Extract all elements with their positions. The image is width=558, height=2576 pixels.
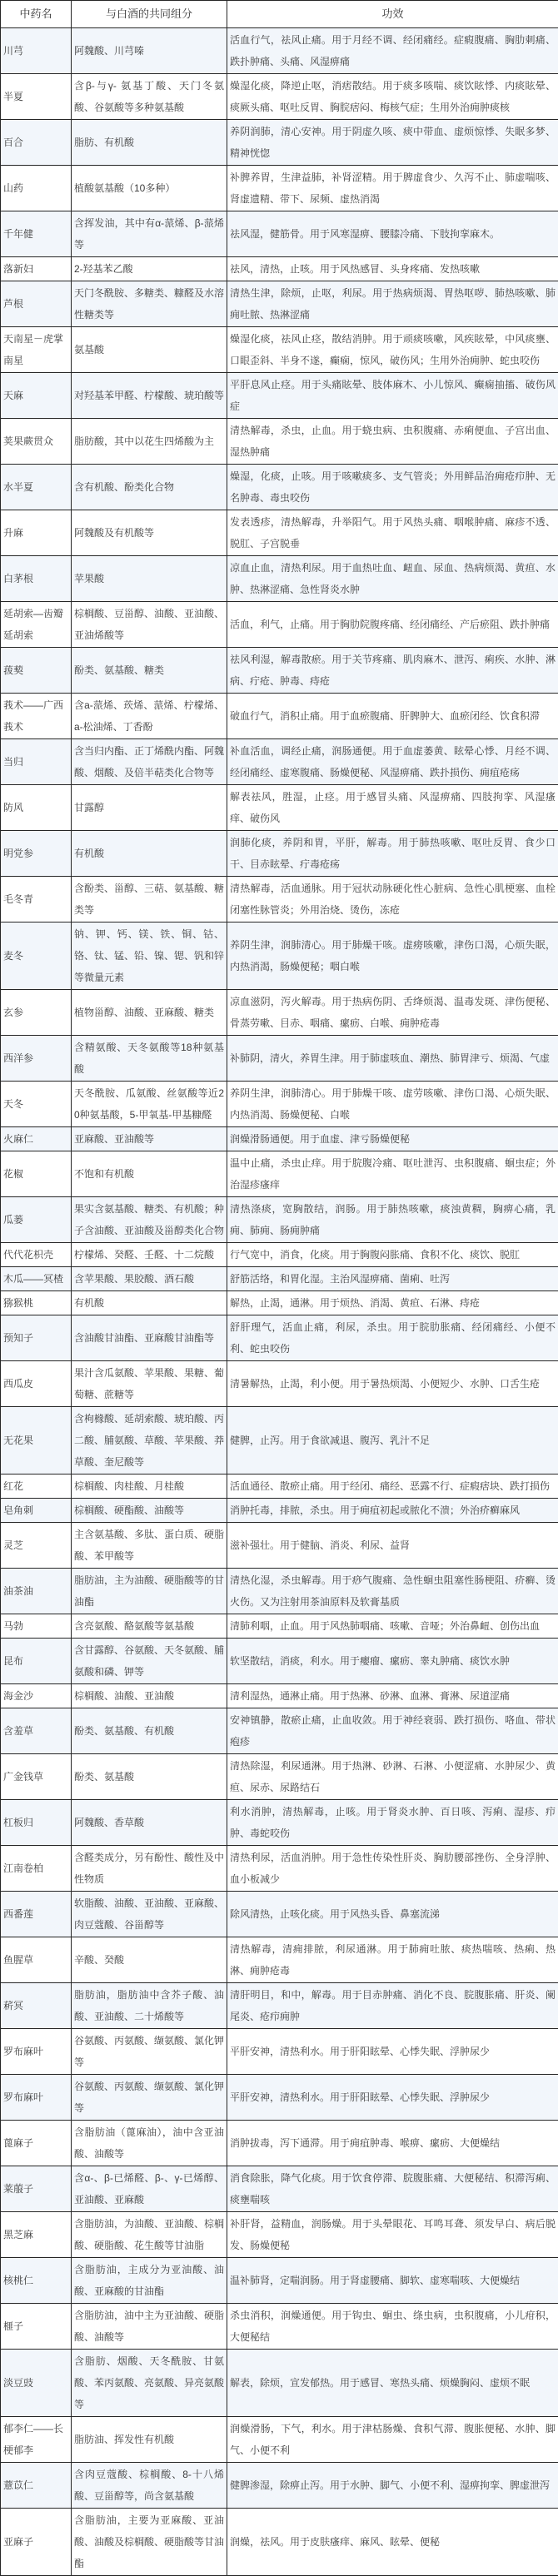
- effects-cell: 滋补强壮。用于健脑、消炎、利尿、益肾: [227, 1523, 558, 1569]
- table-row: [1, 1983, 558, 2029]
- effects-cell: 燥湿，化痰，止咳。用于咳嗽痰多、支气管炎；外用鲜品治痈疮疖肿、无名肿毒、毒虫咬伤: [227, 465, 558, 510]
- components-cell: 含甘露醇、谷氨酸、天冬氨酸、脯氨酸和磷、钾等: [72, 1639, 227, 1684]
- effects-cell: 杀虫消积，润燥通便。用于钩虫、蛔虫、绦虫病，虫积腹痛，小儿疳积，大便秘结: [227, 2304, 558, 2350]
- medicine-name-cell: 当归: [1, 739, 72, 785]
- effects-cell: 安神镇静，散瘀止痛，止血收敛。用于神经衰弱、跌打损伤、咯血、带状疱疹: [227, 1708, 558, 1754]
- medicine-name-cell: 灵芝: [1, 1523, 72, 1569]
- components-cell: 脂肪酸，其中以花生四烯酸为主: [72, 419, 227, 465]
- medicine-name-cell: 无花果: [1, 1407, 72, 1474]
- effects-cell: 燥湿化痰，祛风止痉，散结消肿。用于顽痰咳嗽，风疾眩晕，中风痰壅、口眼歪斜、半身不遂，癫痫，惊风，破伤风；生用外治痈肿、蛇虫咬伤: [227, 327, 558, 373]
- components-cell: 钠、钾、钙、镁、铁、铜、钴、铬、钛、锰、铅、镍、锶、钒和锌等微量元素: [72, 922, 227, 990]
- components-cell: 天冬酰胺、瓜氨酸、丝氨酸等近20种氨基酸，5-甲氧基-甲基糠醛: [72, 1082, 227, 1127]
- table-row: [1, 2350, 558, 2417]
- medicine-name-cell: 火麻仁: [1, 1127, 72, 1151]
- medicine-name-cell: 毛冬青: [1, 877, 72, 922]
- components-cell: 棕榈酸、肉桂酸、月桂酸: [72, 1474, 227, 1499]
- table-row: [1, 556, 558, 602]
- table-row: [1, 1754, 558, 1800]
- medicine-name-cell: 薏苡仁: [1, 2463, 72, 2509]
- effects-cell: 活血通径、散瘀止痛。用于经闭、痛经、恶露不行、症瘕痞块、跌打损伤: [227, 1474, 558, 1499]
- effects-cell: 凉血止血，清热利尿。用于血热吐血、衄血、尿血、热病烦渴、黄疸、水肿、热淋涩痛、急性肾炎水肿: [227, 556, 558, 602]
- components-cell: 含酚类、甾醇、三萜、氨基酸、糖类等: [72, 877, 227, 922]
- medicine-name-cell: 升麻: [1, 510, 72, 556]
- components-cell: 含脂肪油，主成分为亚油酸、油酸、亚麻酸的甘油酯: [72, 2258, 227, 2304]
- table-row: [1, 1708, 558, 1754]
- medicine-name-cell: 核桃仁: [1, 2258, 72, 2304]
- components-cell: 含亮氨酸、酪氨酸等氨基酸: [72, 1614, 227, 1639]
- effects-cell: 行气宽中，消食，化痰。用于胸腹闷胀痛、食积不化、痰饮、脱肛: [227, 1243, 558, 1267]
- medicine-name-cell: 油茶油: [1, 1569, 72, 1614]
- medicine-name-cell: 木瓜——冥楂: [1, 1267, 72, 1291]
- medicine-name-cell: 落新妇: [1, 257, 72, 281]
- components-cell: 脂肪油、挥发性有机酸: [72, 2417, 227, 2463]
- medicine-name-cell: 榧子: [1, 2304, 72, 2350]
- table-row: [1, 327, 558, 373]
- effects-cell: 利水消肿，清热解毒，止咳。用于肾炎水肿、百日咳、泻痢、湿疹、疖肿、毒蛇咬伤: [227, 1800, 558, 1846]
- table-row: [1, 465, 558, 510]
- table-row: [1, 419, 558, 465]
- components-cell: 酚类、氨基酸、有机酸: [72, 1708, 227, 1754]
- table-row: [1, 1846, 558, 1892]
- medicine-name-cell: 罗布麻叶: [1, 2075, 72, 2121]
- components-cell: 含挥发油，其中有α-蒎烯、β-蒎烯等: [72, 211, 227, 257]
- effects-cell: 祛风湿，健筋骨。用于风寒湿痹、腰膝冷痛、下肢拘挛麻木。: [227, 211, 558, 257]
- medicine-name-cell: 江南卷柏: [1, 1846, 72, 1892]
- medicine-name-cell: 荚果蕨贯众: [1, 419, 72, 465]
- effects-cell: 平肝息风止痉。用于头痛眩晕、肢体麻木、小儿惊风、癫痫抽搐、破伤风症: [227, 373, 558, 419]
- components-cell: 氨基酸: [72, 327, 227, 373]
- components-cell: 含a-蒎烯、莰烯、蒎烯、柠檬烯、a-松油烯、丁香酚: [72, 694, 227, 739]
- table-row: [1, 2075, 558, 2121]
- table-row: [1, 877, 558, 922]
- effects-cell: 补脾养胃，生津益肺，补肾涩精。用于脾虚食少、久泻不止、肺虚喘咳、肾虚遗精、带下、尿频、虚热消渴: [227, 166, 558, 211]
- table-row: [1, 831, 558, 877]
- effects-cell: 清肝明目，和中，解毒。用于目赤肿痛、消化不良、脘腹胀痛、肝炎、阑尾炎、疮疖痈肿: [227, 1983, 558, 2029]
- effects-cell: 平肝安神，清热利水。用于肝阳眩晕、心悸失眠、浮肿尿少: [227, 2029, 558, 2075]
- effects-cell: 润肺化痰，养阴和胃，平肝，解毒。用于肺热咳嗽、呕吐反胃、食少口干、目赤眩晕、疔毒疮疡: [227, 831, 558, 877]
- table-row: [1, 602, 558, 648]
- table-row: [1, 257, 558, 281]
- table-row: [1, 2166, 558, 2212]
- table-row: [1, 120, 558, 166]
- table-row: [1, 211, 558, 257]
- medicine-name-cell: 杠板归: [1, 1800, 72, 1846]
- table-row: [1, 1499, 558, 1523]
- medicine-name-cell: 预知子: [1, 1315, 72, 1361]
- effects-cell: 软坚散结，消痰，利水。用于瘿瘤、瘰疬、睾丸肿痛、痰饮水肿: [227, 1639, 558, 1684]
- table-row: [1, 1639, 558, 1684]
- medicine-name-cell: 山药: [1, 166, 72, 211]
- components-cell: 苹果酸: [72, 556, 227, 602]
- table-row: [1, 990, 558, 1036]
- effects-cell: 清热利尿，活血消肿。用于急性传染性肝炎、胸肋腰部挫伤、全身浮肿、血小板减少: [227, 1846, 558, 1892]
- components-cell: 阿魏酸、香草酸: [72, 1800, 227, 1846]
- effects-cell: 清利湿热，通淋止痛。用于热淋、砂淋、血淋、膏淋、尿道涩痛: [227, 1684, 558, 1708]
- components-cell: 含脂肪油（蓖麻油），油中含亚油酸、油酸等: [72, 2121, 227, 2166]
- effects-cell: 温中止痛，杀虫止痒。用于脘腹冷痛、呕吐泄泻、虫积腹痛、蛔虫症；外治湿疹瘙痒: [227, 1151, 558, 1197]
- components-cell: 含脂肪油，油中主为亚油酸、硬脂酸、油酸等: [72, 2304, 227, 2350]
- effects-cell: 润燥滑肠，下气，利水。用于津枯肠燥、食积气滞、腹胀便秘、水肿、脚气、小便不利: [227, 2417, 558, 2463]
- medicine-name-cell: 猕猴桃: [1, 1291, 72, 1315]
- components-cell: 植酸氨基酸（10多种）: [72, 166, 227, 211]
- table-row: [1, 785, 558, 831]
- effects-cell: 清热化湿，杀虫解毒。用于痧气腹痛、急性蛔虫阻塞性肠梗阻、疥癣、烫火伤。又为注射用茶油原料及软膏基质: [227, 1569, 558, 1614]
- medicine-name-cell: 菥冥: [1, 1983, 72, 2029]
- medicine-name-cell: 水半夏: [1, 465, 72, 510]
- effects-cell: 解表祛风，胜湿，止痉。用于感冒头痛、风湿痹痛、四肢拘挛、风湿瘙痒、破伤风: [227, 785, 558, 831]
- effects-cell: 养阴生津，润肺清心。用于肺燥干咳、虚劳咳嗽、津伤口渴、心烦失眠、内热消渴、肠燥便秘、白喉: [227, 1082, 558, 1127]
- table-row: [1, 1892, 558, 1937]
- effects-cell: 补肺阴，清火，养胃生津。用于肺虚咳血、潮热、肺胃津亏、烦渴、气虚: [227, 1036, 558, 1082]
- table-row: [1, 648, 558, 694]
- table-row: [1, 1315, 558, 1361]
- effects-cell: 养阴润肺，清心安神。用于阴虚久咳、痰中带血、虚烦惊悸、失眠多梦、精神恍惚: [227, 120, 558, 166]
- medicine-name-cell: 西瓜皮: [1, 1361, 72, 1407]
- medicine-name-cell: 蓖麻子: [1, 2121, 72, 2166]
- components-cell: 含精氨酸、天冬氨酸等18种氨基酸: [72, 1036, 227, 1082]
- effects-cell: 清暑解热，止渴，利小便。用于暑热烦渴、小便短少、水肿、口舌生疮: [227, 1361, 558, 1407]
- table-row: [1, 1267, 558, 1291]
- components-cell: 甘露醇: [72, 785, 227, 831]
- medicine-name-cell: 红花: [1, 1474, 72, 1499]
- components-cell: 含苹果酸、果胶酸、酒石酸: [72, 1267, 227, 1291]
- table-row: [1, 694, 558, 739]
- components-cell: 不饱和有机酸: [72, 1151, 227, 1197]
- effects-cell: 润燥，祛风。用于皮肤瘙痒、麻风、眩晕、便秘: [227, 2509, 558, 2576]
- components-cell: 脂肪油，脂肪油中含芥子酸、油酸、亚油酸、二十烯酸等: [72, 1983, 227, 2029]
- components-cell: 对羟基苯甲醛、柠檬酸、琥珀酸等: [72, 373, 227, 419]
- table-row: [1, 2212, 558, 2258]
- table-row: [1, 2029, 558, 2075]
- table-row: [1, 1243, 558, 1267]
- medicine-name-cell: 黑芝麻: [1, 2212, 72, 2258]
- components-cell: 亚麻酸、亚油酸等: [72, 1127, 227, 1151]
- effects-cell: 清热解毒，清痈排脓，利尿通淋。用于肺痈吐脓、痰热喘咳、热痢、热淋、痈肿疮毒: [227, 1937, 558, 1983]
- effects-cell: 补血活血，调经止痛，润肠通便。用于血虚萎黄、眩晕心悸、月经不调、经闭痛经、虚寒腹痛、肠燥便秘、风湿痹痛、跌扑损伤、痈疽疮疡: [227, 739, 558, 785]
- effects-cell: 解热，止渴，通淋。用于烦热、消渴、黄疸、石淋、痔疮: [227, 1291, 558, 1315]
- effects-cell: 解表，除烦，宣发郁热。用于感冒、寒热头痛、烦燥胸闷、虚烦不眠: [227, 2350, 558, 2417]
- components-cell: 果汁含瓜氨酸、苹果酸、果糖、葡萄糖、蔗糖等: [72, 1361, 227, 1407]
- medicine-name-cell: 玄参: [1, 990, 72, 1036]
- table-row: [1, 2463, 558, 2509]
- table-row: [1, 922, 558, 990]
- medicine-name-cell: 花椒: [1, 1151, 72, 1197]
- components-cell: 软脂酸、油酸、亚油酸、亚麻酸、肉豆蔻酸、谷甾醇等: [72, 1892, 227, 1937]
- components-cell: 含脂肪油，为油酸、亚油酸、棕榈酸、硬脂酸、花生酸等甘油脂: [72, 2212, 227, 2258]
- table-row: [1, 2304, 558, 2350]
- table-body: [1, 28, 558, 2576]
- medicine-name-cell: 西番莲: [1, 1892, 72, 1937]
- components-cell: 含油酸甘油酯、亚麻酸甘油酯等: [72, 1315, 227, 1361]
- col-header-medicine-name: 中药名: [1, 1, 72, 28]
- table-row: [1, 739, 558, 785]
- effects-cell: 平肝安神，清热利水。用于肝阳眩晕、心悸失眠、浮肿尿少: [227, 2075, 558, 2121]
- table-row: [1, 510, 558, 556]
- effects-cell: 温补肺肾，定喘润肠。用于肾虚腰痛、脚软、虚寒喘咳、大便燥结: [227, 2258, 558, 2304]
- table-row: [1, 1036, 558, 1082]
- effects-cell: 清热解毒，杀虫，止血。用于蛲虫病、虫积腹痛、赤痢便血、子宫出血、湿热肿痛: [227, 419, 558, 465]
- table-row: [1, 1082, 558, 1127]
- medicine-name-cell: 淡豆豉: [1, 2350, 72, 2417]
- medicine-name-cell: 延胡索—齿瓣延胡索: [1, 602, 72, 648]
- table-row: [1, 1523, 558, 1569]
- table-row: [1, 1569, 558, 1614]
- medicine-name-cell: 川芎: [1, 28, 72, 74]
- components-cell: 脂肪、有机酸: [72, 120, 227, 166]
- medicine-name-cell: 莪术——广西莪术: [1, 694, 72, 739]
- effects-cell: 燥湿化痰，降逆止呕，消痞散结。用于痰多咳喘、痰饮眩悸、内痰眩晕、痰厥头痛、呕吐反胃、胸脘痞闷、梅核气症；生用外治痈肿痰核: [227, 74, 558, 120]
- components-cell: 含β-与γ- 氨基丁酸、天门冬氨酸、谷氨酸等多种氨基酸: [72, 74, 227, 120]
- medicine-name-cell: 天冬: [1, 1082, 72, 1127]
- col-header-shared-components: 与白酒的共同组分: [72, 1, 227, 28]
- effects-cell: 清热解毒，活血通脉。用于冠状动脉硬化性心脏病、急性心肌梗塞、血栓闭塞性脉管炎；外用治烧、烫伤，冻疮: [227, 877, 558, 922]
- components-cell: 辛酸、癸酸: [72, 1937, 227, 1983]
- medicine-name-cell: 罗布麻叶: [1, 2029, 72, 2075]
- table-row: [1, 1197, 558, 1243]
- medicine-name-cell: 广金钱草: [1, 1754, 72, 1800]
- table-row: [1, 1407, 558, 1474]
- effects-cell: 发表透疹，清热解毒，升举阳气。用于风热头痛、咽喉肿痛、麻疹不透、脱肛、子宫脱垂: [227, 510, 558, 556]
- table-row: [1, 1614, 558, 1639]
- components-cell: 主含氨基酸、多肽、蛋白质、硬脂酸、苯甲酸等: [72, 1523, 227, 1569]
- table-row: [1, 2417, 558, 2463]
- components-cell: 阿魏酸及有机酸等: [72, 510, 227, 556]
- effects-cell: 清热除湿，利尿通淋。用于热淋、砂淋、石淋、小便涩痛、水肿尿少、黄疸、尿赤、尿路结石: [227, 1754, 558, 1800]
- components-cell: 有机酸: [72, 1291, 227, 1315]
- components-cell: 含肉豆蔻酸、棕榈酸、8-十八烯酸、豆甾醇等，尚含氨基酸: [72, 2463, 227, 2509]
- effects-cell: 养阴生津，润肺清心。用于肺燥干咳。虚痨咳嗽，津伤口渴，心烦失眠，内热消渴，肠燥便秘；咽白喉: [227, 922, 558, 990]
- effects-cell: 凉血滋阴，泻火解毒。用于热病伤阴、舌绛烦渴、温毒发斑、津伤便秘、骨蒸劳嗽、目赤、咽痛、瘰疬、白喉、痈肿疮毒: [227, 990, 558, 1036]
- effects-cell: 清热涤痰，宽胸散结，润肠。用于肺热咳嗽，痰浊黄稠，胸痹心痛，乳痈、肺痈、肠痈肿痛: [227, 1197, 558, 1243]
- components-cell: 谷氨酸、丙氨酸、缬氨酸、氯化钾等: [72, 2075, 227, 2121]
- components-cell: 棕榈酸、豆甾醇、油酸、亚油酸、亚油烯酸等: [72, 602, 227, 648]
- table-row: [1, 373, 558, 419]
- medicine-name-cell: 瓜蒌: [1, 1197, 72, 1243]
- table-row: [1, 74, 558, 120]
- components-cell: 脂肪油，主为油酸、硬脂酸等的甘油酯: [72, 1569, 227, 1614]
- table-row: [1, 28, 558, 74]
- medicine-name-cell: 天南星－虎掌南星: [1, 327, 72, 373]
- effects-cell: 消肿托毒，排脓，杀虫。用于痈疽初起或脓化不溃；外治疥癣麻风: [227, 1499, 558, 1523]
- medicine-name-cell: 西洋参: [1, 1036, 72, 1082]
- medicine-name-cell: 芦根: [1, 281, 72, 327]
- components-cell: 柠檬烯、癸醛、壬醛、十二烷酸: [72, 1243, 227, 1267]
- effects-cell: 舒筋活络，和胃化湿。主治风湿痹痛、菌痢、吐泻: [227, 1267, 558, 1291]
- medicine-name-cell: 郁李仁——长梗郁李: [1, 2417, 72, 2463]
- medicine-name-cell: 百合: [1, 120, 72, 166]
- effects-cell: 破血行气，消积止痛。用于血瘀腹痛、肝脾肿大、血瘀闭经、饮食积滞: [227, 694, 558, 739]
- medicine-name-cell: 亚麻子: [1, 2509, 72, 2576]
- effects-cell: 清热生津，除烦，止呕，利尿。用于热病烦渴、胃热呕哕、肺热咳嗽、肺痈吐脓、热淋涩痛: [227, 281, 558, 327]
- components-cell: 酚类、氨基酸、糖类: [72, 648, 227, 694]
- effects-cell: 祛风，清热，止咳。用于风热感冒、头身疼痛、发热咳嗽: [227, 257, 558, 281]
- table-row: [1, 2258, 558, 2304]
- table-row: [1, 2509, 558, 2576]
- medicine-name-cell: 含羞草: [1, 1708, 72, 1754]
- components-cell: 含枸橼酸、延胡索酸、琥珀酸、丙二酸、脯氨酸、草酸、苹果酸、莽草酸、奎尼酸等: [72, 1407, 227, 1474]
- components-cell: 2-羟基苯乙酸: [72, 257, 227, 281]
- effects-cell: 活血行气，祛风止痛。用于月经不调、经闭痛经。症瘕腹痛、胸肋刺痛、跌扑肿痛、头痛、风湿痹痛: [227, 28, 558, 74]
- table-row: [1, 2121, 558, 2166]
- medicine-name-cell: 千年健: [1, 211, 72, 257]
- components-cell: 天门冬酰胺、多糖类、糠醛及水溶性糖类等: [72, 281, 227, 327]
- components-cell: 含有机酸、酚类化合物: [72, 465, 227, 510]
- medicine-name-cell: 皂角刺: [1, 1499, 72, 1523]
- medicine-name-cell: 鱼腥草: [1, 1937, 72, 1983]
- effects-cell: 补肝肾，益精血，润肠燥。用于头晕眼花、耳鸣耳聋、须发早白、病后脱发、肠燥便秘: [227, 2212, 558, 2258]
- medicine-name-cell: 菝葜: [1, 648, 72, 694]
- medicine-name-cell: 防风: [1, 785, 72, 831]
- components-cell: 棕榈酸、硬酯酸、油酸等: [72, 1499, 227, 1523]
- header-row: [1, 1, 558, 28]
- effects-cell: 健脾，止泻。用于食欲减退、腹泻、乳汁不足: [227, 1407, 558, 1474]
- components-cell: 棕榈酸、油酸、亚油酸: [72, 1684, 227, 1708]
- table-row: [1, 1127, 558, 1151]
- medicine-name-cell: 马勃: [1, 1614, 72, 1639]
- medicine-name-cell: 半夏: [1, 74, 72, 120]
- effects-cell: 舒肝理气，活血止痛，利尿，杀虫。用于脘肋胀痛、经闭痛经、小便不利、蛇虫咬伤: [227, 1315, 558, 1361]
- medicine-name-cell: 代代花枳壳: [1, 1243, 72, 1267]
- effects-cell: 润燥滑肠通便。用于血虚、津亏肠燥便秘: [227, 1127, 558, 1151]
- medicine-name-cell: 海金沙: [1, 1684, 72, 1708]
- components-cell: 有机酸: [72, 831, 227, 877]
- table-header: [1, 1, 558, 28]
- components-cell: 含脂肪、烟酸、天冬酰胺、甘氨酸、苯丙氨酸、亮氨酸、异亮氨酸等: [72, 2350, 227, 2417]
- components-cell: 植物甾醇、油酸、亚麻酸、糖类: [72, 990, 227, 1036]
- effects-cell: 消食除胀，降气化痰。用于饮食停滞、脘腹胀痛、大便秘结、积滞泻痢、痰壅喘咳: [227, 2166, 558, 2212]
- table-row: [1, 281, 558, 327]
- table-row: [1, 1937, 558, 1983]
- table-row: [1, 1291, 558, 1315]
- effects-cell: 清肺利咽，止血。用于风热肺咽痛、咳嗽、音哑；外治鼻衄、创伤出血: [227, 1614, 558, 1639]
- medicine-name-cell: 莱菔子: [1, 2166, 72, 2212]
- medicine-name-cell: 天麻: [1, 373, 72, 419]
- components-cell: 含醛类成分，另有酚性、酸性及中性物质: [72, 1846, 227, 1892]
- components-cell: 含当归内酯、正丁烯酰内酯、阿魏酸、烟酸、及倍半萜类化合物等: [72, 739, 227, 785]
- table-row: [1, 1151, 558, 1197]
- effects-cell: 除风清热，止咳化痰。用于风热头昏、鼻塞流涕: [227, 1892, 558, 1937]
- components-cell: 含脂肪油，主要为亚麻酸、亚油酸、油酸及棕榈酸、硬脂酸等甘油酯: [72, 2509, 227, 2576]
- medicine-name-cell: 明党参: [1, 831, 72, 877]
- effects-cell: 活血，利气，止痛。用于胸肋院腹疼痛、经闭痛经、产后瘀阻、跌扑肿痛: [227, 602, 558, 648]
- table-row: [1, 1684, 558, 1708]
- table-row: [1, 1361, 558, 1407]
- effects-cell: 健脾渗湿，除痹止泻。用于水肿、脚气、小便不利、湿痹拘挛、脾虚泄泻: [227, 2463, 558, 2509]
- components-cell: 谷氨酸、丙氨酸、缬氨酸、氯化钾等: [72, 2029, 227, 2075]
- table-row: [1, 1474, 558, 1499]
- table-row: [1, 1800, 558, 1846]
- components-cell: 果实含氨基酸、糖类、有机酸；种子含油酸、亚油酸及甾醇类化合物: [72, 1197, 227, 1243]
- effects-cell: 祛风利湿，解毒散瘀。用于关节疼痛、肌肉麻木、泄泻、痢疾、水肿、淋病、疔疮、肿毒、痔疮: [227, 648, 558, 694]
- effects-cell: 消肿拔毒，泻下通滞。用于痈疽肿毒、喉痹、瘰疬、大便燥结: [227, 2121, 558, 2166]
- col-header-effects: 功效: [227, 1, 558, 28]
- components-cell: 酚类、氨基酸: [72, 1754, 227, 1800]
- medicine-name-cell: 昆布: [1, 1639, 72, 1684]
- medicine-name-cell: 白茅根: [1, 556, 72, 602]
- components-cell: 含α-、β-已烯醛、β-、γ-已烯醇、亚油酸、亚麻酸: [72, 2166, 227, 2212]
- table-row: [1, 166, 558, 211]
- medicine-name-cell: 麦冬: [1, 922, 72, 990]
- components-cell: 阿魏酸、川芎嗪: [72, 28, 227, 74]
